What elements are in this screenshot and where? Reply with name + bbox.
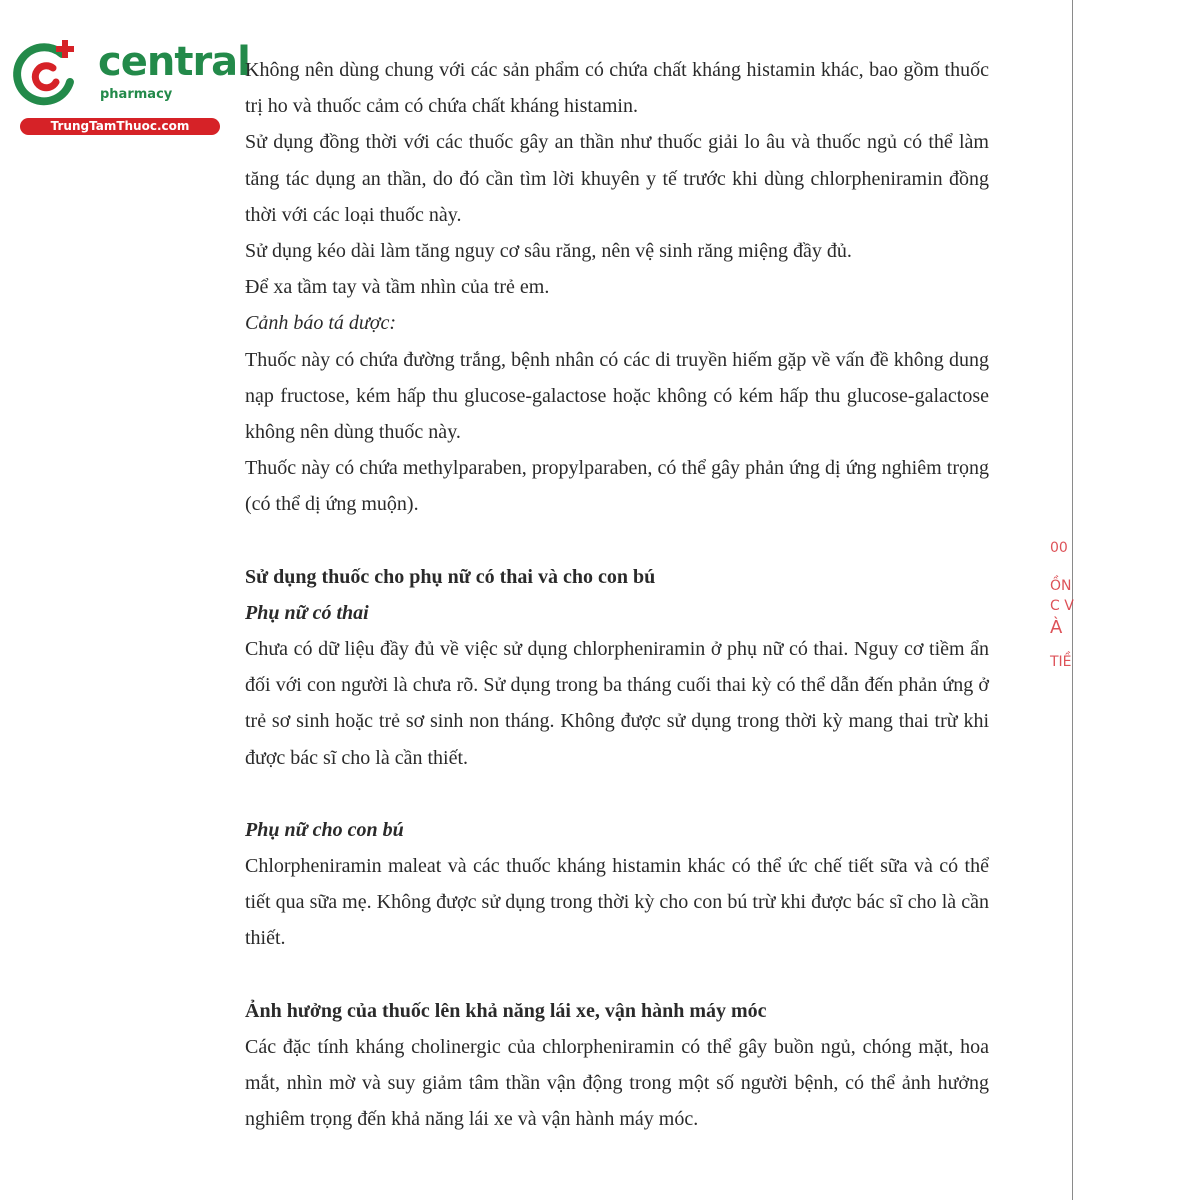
excipient-warning-title: Cảnh báo tá dược:	[245, 312, 397, 335]
section-heading-pregnancy: Sử dụng thuốc cho phụ nữ có thai và cho con bú	[245, 565, 656, 588]
paragraph-children: Để xa tầm tay và tầm nhìn của trẻ em.	[245, 276, 550, 299]
paragraph-pregnant: Chưa có dữ liệu đầy đủ về việc sử dụng chlorpheniramin ở phụ nữ có thai. Nguy cơ tiềm ẩn đối với con người là chưa rõ. Sử dụng trong ba tháng cuối thai kỳ có thể dẫn đến phản ứng ở trẻ sơ sinh hoặc trẻ sơ sinh non tháng. Không được sử dụng trong thời kỳ mang thai trừ khi được bác sĩ cho là cần thiết.	[245, 638, 989, 769]
logo-url-badge: TrungTamThuoc.com	[20, 118, 220, 135]
subheading-pregnant: Phụ nữ có thai	[245, 601, 369, 624]
logo-subtitle: pharmacy	[100, 87, 173, 102]
paragraph-sedatives: Sử dụng đồng thời với các thuốc gây an thần như thuốc giải lo âu và thuốc ngủ có thể làm tăng tác dụng an thần, do đó cần tìm lời khuyên y tế trước khi dùng chlorpheniramin đồng thời với các loại thuốc này.	[245, 131, 989, 226]
stamp-fragment: TIỀ	[1050, 654, 1072, 670]
pharmacy-cross-icon	[10, 38, 82, 110]
paragraph-paraben: Thuốc này có chứa methylparaben, propylparaben, có thể gây phản ứng dị ứng nghiêm trọng (có thể dị ứng muộn).	[245, 457, 989, 516]
paragraph-antihistamine: Không nên dùng chung với các sản phẩm có chứa chất kháng histamin khác, bao gồm thuốc trị ho và thuốc cảm có chứa chất kháng histamin.	[245, 59, 989, 118]
paragraph-breastfeeding: Chlorpheniramin maleat và các thuốc kháng histamin khác có thể ức chế tiết sữa và có thể tiết qua sữa mẹ. Không được sử dụng trong thời kỳ cho con bú trừ khi được bác sĩ cho là cần thiết.	[245, 855, 989, 950]
paragraph-driving: Các đặc tính kháng cholinergic của chlorpheniramin có thể gây buồn ngủ, chóng mặt, hoa mắt, nhìn mờ và suy giảm tâm thần vận động trong một số người bệnh, có thể ảnh hưởng nghiêm trọng đến khả năng lái xe và vận hành máy móc.	[245, 1035, 989, 1131]
red-stamp	[1050, 538, 1074, 672]
paragraph-dental: Sử dụng kéo dài làm tăng nguy cơ sâu răng, nên vệ sinh răng miệng đầy đủ.	[245, 240, 852, 263]
logo-name: central	[98, 39, 250, 85]
document-body	[245, 52, 989, 1137]
stamp-fragment: À	[1050, 617, 1063, 638]
subheading-breastfeeding: Phụ nữ cho con bú	[245, 818, 404, 841]
stamp-fragment: 00	[1050, 540, 1068, 556]
stamp-fragment: C V	[1050, 598, 1074, 614]
section-heading-driving: Ảnh hưởng của thuốc lên khả năng lái xe, vận hành máy móc	[245, 999, 767, 1022]
paragraph-sugar: Thuốc này có chứa đường trắng, bệnh nhân có các di truyền hiếm gặp về vấn đề không dung nạp fructose, kém hấp thu glucose-galactose hoặc không có kém hấp thu glucose-galactose không nên dùng thuốc này.	[245, 348, 989, 444]
stamp-fragment: ỒN	[1050, 578, 1072, 594]
central-pharmacy-logo	[10, 38, 250, 138]
